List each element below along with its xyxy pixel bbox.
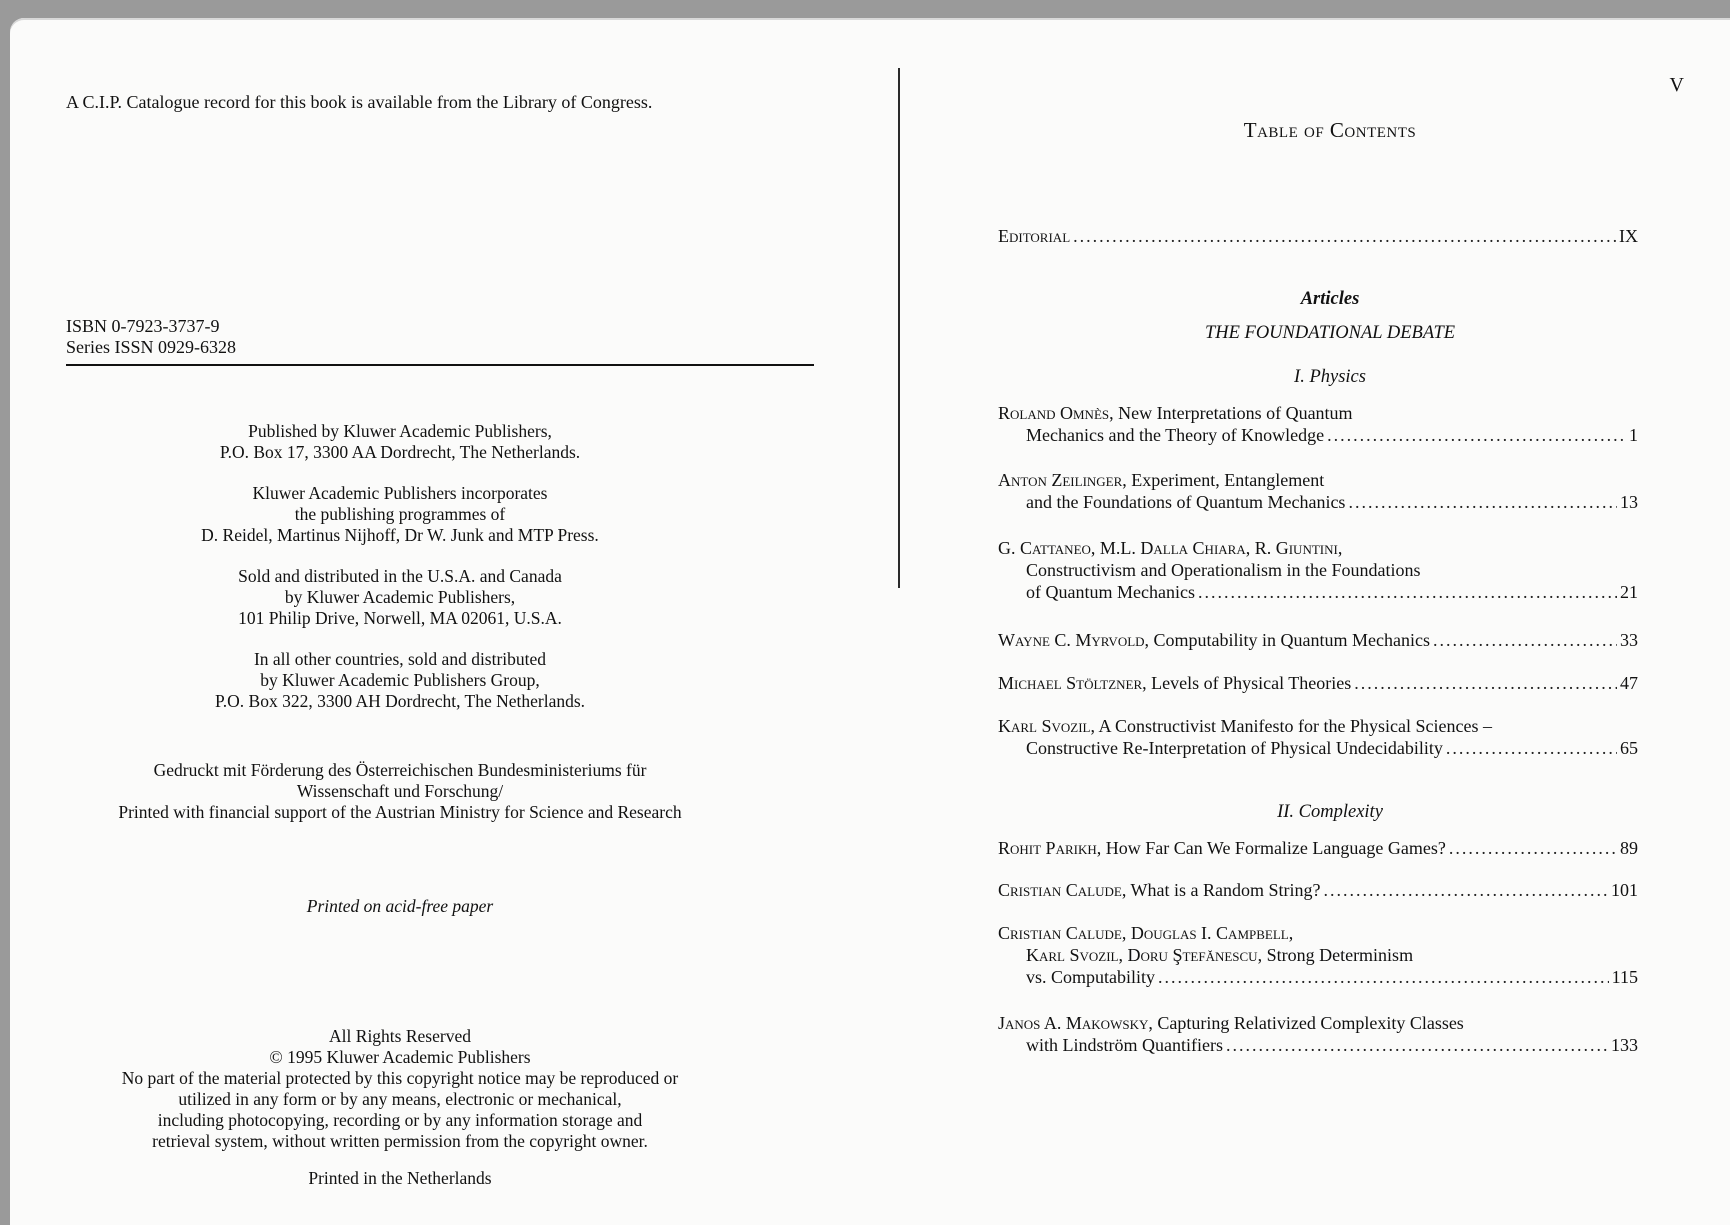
toc-author: Michael Stöltzner: [998, 673, 1143, 693]
text-line: the publishing programmes of: [294, 504, 506, 524]
toc-page-number: 65: [1620, 738, 1638, 758]
toc-title-text: , Capturing Relativized Complexity Classes: [1148, 1013, 1464, 1033]
toc-page-number: 47: [1620, 673, 1638, 693]
toc-entry: [998, 629, 1638, 651]
leader-dots: [1354, 672, 1617, 694]
issn: Series ISSN 0929-6328: [66, 337, 236, 357]
toc-entry: [998, 537, 1638, 603]
text-line: Published by Kluwer Academic Publishers,: [248, 421, 552, 441]
text-line: retrieval system, without written permission from the copyright owner.: [152, 1131, 648, 1151]
text-line: P.O. Box 322, 3300 AH Dordrecht, The Netherlands.: [214, 691, 586, 711]
toc-title-text: with Lindström Quantifiers: [1026, 1035, 1223, 1055]
toc-title-text: and the Foundations of Quantum Mechanics: [1026, 492, 1346, 512]
cip-notice: A C.I.P. Catalogue record for this book is available from the Library of Congress.: [66, 92, 653, 112]
text-line: Kluwer Academic Publishers incorporates: [252, 483, 548, 503]
leader-dots: [1198, 581, 1617, 603]
toc-entry: [998, 715, 1638, 759]
text-line: All Rights Reserved: [329, 1026, 471, 1046]
toc-author: Anton Zeilinger: [998, 470, 1123, 490]
text-line: by Kluwer Academic Publishers,: [284, 587, 516, 607]
isbn: ISBN 0-7923-3737-9: [66, 316, 220, 336]
toc-title-text: , Levels of Physical Theories: [1142, 673, 1352, 693]
acid-free-notice: Printed on acid-free paper: [306, 896, 494, 916]
toc-entry: [998, 837, 1638, 859]
toc-entry: [998, 469, 1638, 513]
publisher-incorporates: [110, 483, 690, 546]
toc-page-number: IX: [1619, 226, 1638, 246]
text-line: © 1995 Kluwer Academic Publishers: [269, 1047, 531, 1067]
toc-title-text: , New Interpretations of Quantum: [1109, 403, 1353, 423]
text-line: Printed with financial support of the Austrian Ministry for Science and Research: [118, 802, 682, 822]
text-line: Wissenschaft und Forschung/: [296, 781, 504, 801]
text-line: P.O. Box 17, 3300 AA Dordrecht, The Netherlands.: [219, 442, 581, 462]
toc-title-text: Mechanics and the Theory of Knowledge: [1026, 425, 1325, 445]
toc-page: [900, 18, 1730, 1225]
toc-page-number: 1: [1629, 425, 1638, 445]
toc-title-text: , Computability in Quantum Mechanics: [1144, 630, 1431, 650]
articles-heading: Articles: [1300, 289, 1360, 309]
text-line: by Kluwer Academic Publishers Group,: [260, 670, 540, 690]
distribution-usa: [110, 566, 690, 629]
toc-page-number: 21: [1620, 582, 1638, 602]
toc-title-text: , A Constructivist Manifesto for the Physical Sciences –: [1090, 716, 1492, 736]
toc-page-number: 101: [1611, 880, 1638, 900]
leader-dots: [1324, 879, 1609, 901]
toc-title-text: vs. Computability: [1026, 967, 1156, 987]
publisher-address: [110, 421, 690, 463]
toc-page-number: 133: [1611, 1035, 1638, 1055]
toc-author: Cristian Calude: [998, 880, 1122, 900]
text-line: 101 Philip Drive, Norwell, MA 02061, U.S.A.: [238, 608, 562, 628]
complexity-heading: II. Complexity: [1277, 802, 1383, 822]
toc-author: Wayne C. Myrvold: [998, 630, 1145, 650]
toc-title: Table of Contents: [1243, 118, 1417, 142]
toc-entry: [998, 922, 1638, 988]
leader-dots: [1449, 837, 1617, 859]
leader-dots: [1073, 225, 1616, 247]
toc-editorial: [998, 225, 1638, 247]
text-line: utilized in any form or by any means, electronic or mechanical,: [178, 1089, 622, 1109]
leader-dots: [1348, 491, 1617, 513]
toc-page-number: 115: [1611, 967, 1638, 987]
toc-entry: [998, 672, 1638, 694]
toc-page-number: 89: [1620, 838, 1638, 858]
text-line: No part of the material protected by this copyright notice may be reproduced or: [121, 1068, 679, 1088]
funding-notice: [70, 760, 730, 823]
text-line: D. Reidel, Martinus Nijhoff, Dr W. Junk and MTP Press.: [201, 525, 599, 545]
toc-label: Editorial: [998, 226, 1071, 246]
toc-author: Janos A. Makowsky: [998, 1013, 1149, 1033]
toc-title-text: of Quantum Mechanics: [1026, 582, 1195, 602]
toc-title-text: ,: [1337, 538, 1343, 558]
distribution-other: [110, 649, 690, 712]
toc-author: Karl Svozil: [998, 716, 1091, 736]
toc-page-number: 13: [1620, 492, 1638, 512]
copyright-page: [10, 18, 898, 1225]
toc-title-text: , What is a Random String?: [1121, 880, 1321, 900]
toc-author: Cristian Calude, Douglas I. Campbell,: [998, 923, 1294, 943]
toc-author: Roland Omnès: [998, 403, 1110, 423]
text-line: Gedruckt mit Förderung des Österreichischen Bundesministeriums für: [153, 760, 647, 780]
physics-heading: I. Physics: [1294, 367, 1366, 387]
text-line: Sold and distributed in the U.S.A. and Canada: [238, 566, 562, 586]
leader-dots: [1226, 1034, 1608, 1056]
toc-title-text: Constructivism and Operationalism in the Foundations: [1026, 560, 1421, 580]
horizontal-rule: [66, 364, 814, 366]
toc-entry: [998, 1012, 1638, 1056]
leader-dots: [1446, 737, 1617, 759]
copyright-notice: [70, 1026, 730, 1152]
leader-dots: [1327, 424, 1626, 446]
leader-dots: [1433, 629, 1617, 651]
toc-author: G. Cattaneo, M.L. Dalla Chiara, R. Giuntini: [998, 538, 1338, 558]
toc-entry: [998, 879, 1638, 901]
isbn-block: [66, 316, 236, 358]
toc-title-text: , Experiment, Entanglement: [1122, 470, 1325, 490]
toc-author: Karl Svozil, Doru Ştefănescu: [1026, 945, 1258, 965]
toc-title-text: Constructive Re-Interpretation of Physical Undecidability: [1026, 738, 1443, 758]
text-line: including photocopying, recording or by any information storage and: [157, 1110, 643, 1130]
toc-entry: [998, 402, 1638, 446]
scanned-spread: [10, 18, 1730, 1225]
toc-page-number: 33: [1620, 630, 1638, 650]
toc-title-text: , How Far Can We Formalize Language Games?: [1096, 838, 1446, 858]
printed-in: Printed in the Netherlands: [308, 1168, 492, 1188]
toc-author: Rohit Parikh: [998, 838, 1097, 858]
leader-dots: [1158, 966, 1609, 988]
debate-heading: THE FOUNDATIONAL DEBATE: [1204, 323, 1456, 343]
toc-title-text: , Strong Determinism: [1257, 945, 1414, 965]
text-line: In all other countries, sold and distributed: [253, 649, 547, 669]
page-number: V: [1669, 74, 1684, 96]
